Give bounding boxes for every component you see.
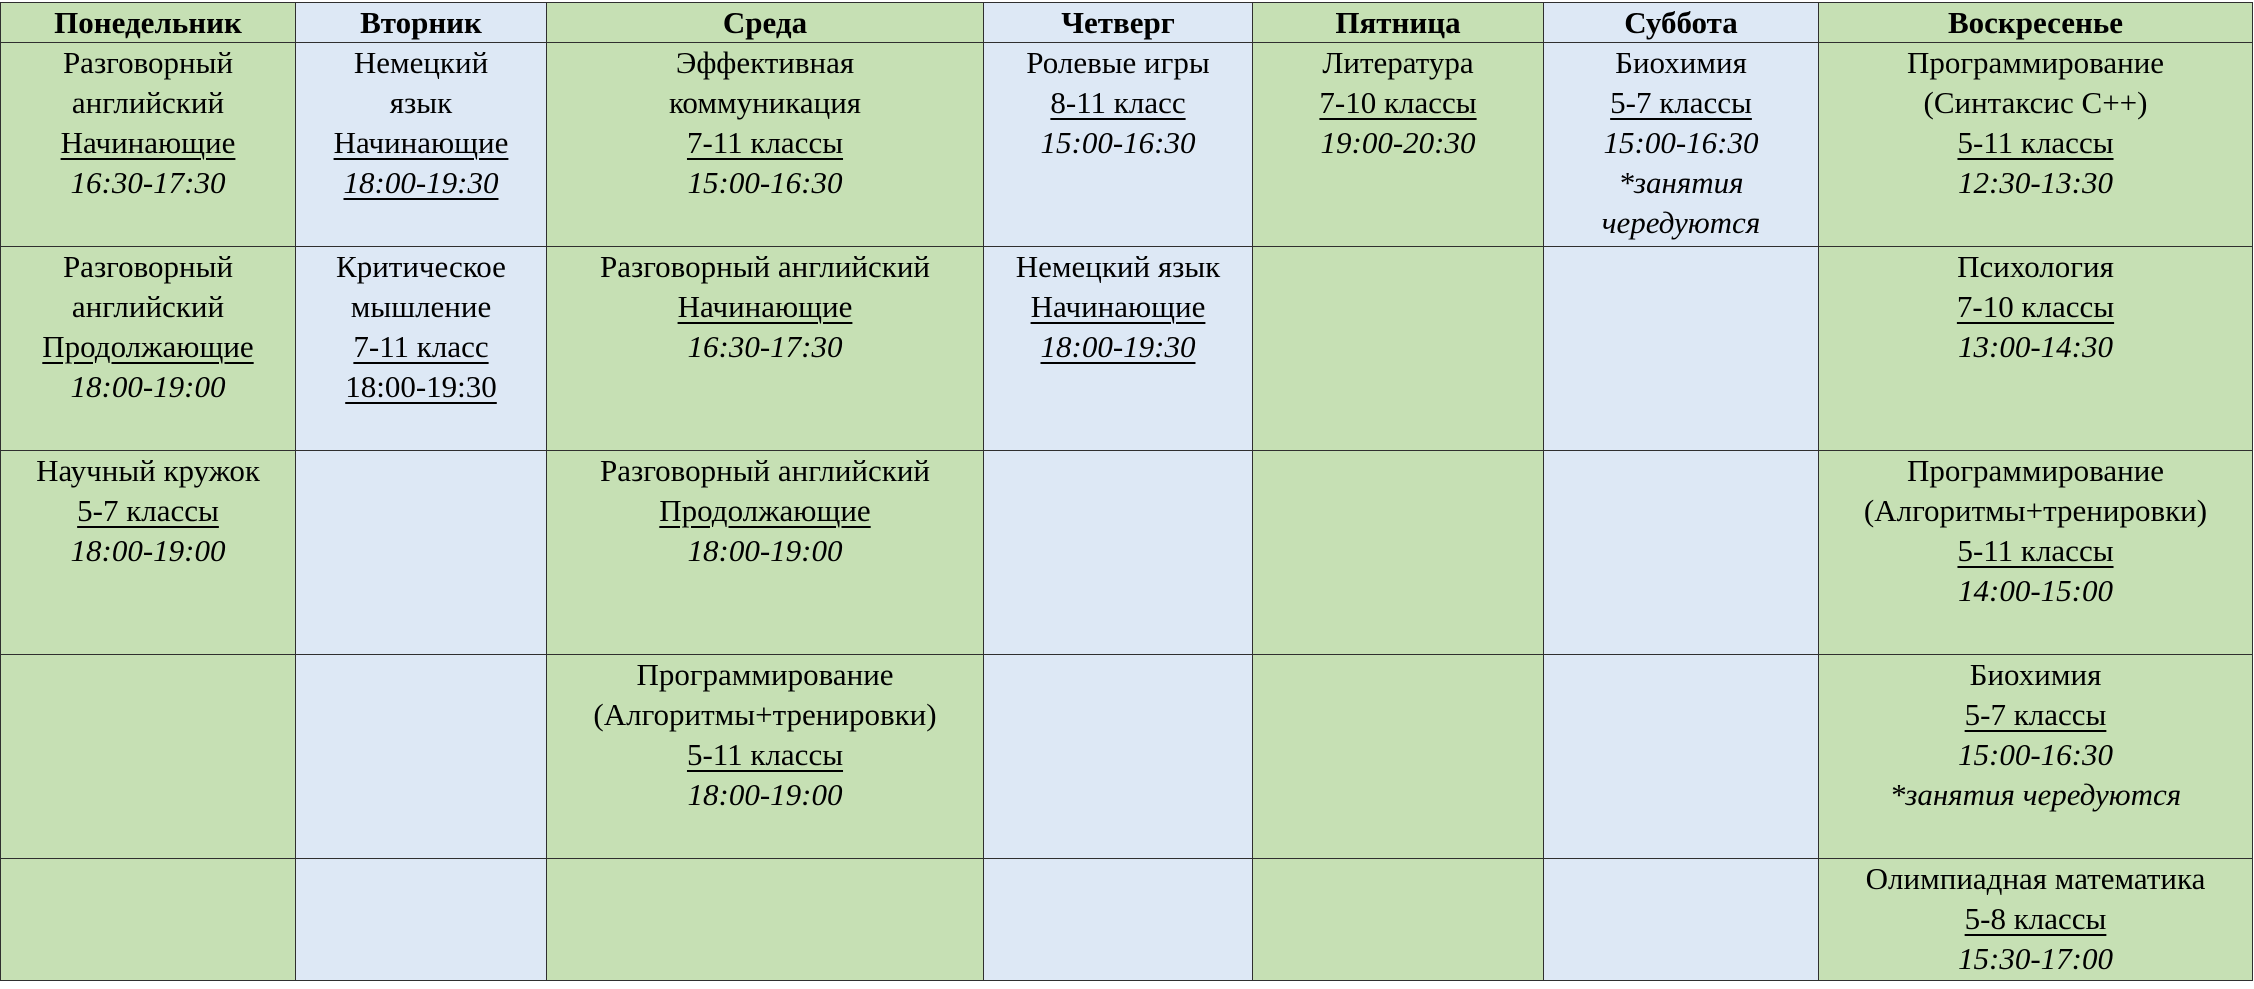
class-cell-wednesday: [547, 655, 984, 859]
class-cell-thursday: [984, 655, 1253, 859]
class-time: 18:00-19:30: [1040, 329, 1196, 364]
class-cell-wednesday: [547, 451, 984, 655]
class-grade: 5-8 классы: [1964, 901, 2107, 936]
schedule-row: [1, 43, 2253, 247]
class-grade: 5-7 классы: [1964, 697, 2107, 732]
class-cell-thursday: [984, 247, 1253, 451]
class-time: 16:30-17:30: [70, 165, 226, 200]
class-title: Ролевые игры: [1026, 45, 1210, 80]
class-time: 15:00-16:30: [1603, 125, 1759, 160]
class-cell-thursday: [984, 859, 1253, 981]
class-cell-wednesday: [547, 859, 984, 981]
class-grade: Начинающие: [60, 125, 236, 160]
class-cell-friday: [1253, 43, 1544, 247]
class-cell-tuesday: [296, 655, 547, 859]
schedule-row: [1, 451, 2253, 655]
class-title: Биохимия: [1615, 45, 1747, 80]
weekly-schedule-table: [0, 2, 2253, 981]
class-title: Олимпиадная математика: [1865, 861, 2206, 896]
class-time: 18:00-19:00: [687, 777, 843, 812]
class-grade: 18:00-19:30: [345, 369, 497, 404]
day-header-friday: Пятница: [1253, 3, 1544, 43]
day-header-tuesday: Вторник: [296, 3, 547, 43]
class-grade: Продолжающие: [659, 493, 871, 528]
class-title: Литература: [1322, 45, 1474, 80]
class-title: Критическое: [336, 249, 506, 284]
class-grade: Начинающие: [333, 125, 509, 160]
class-time: 13:00-14:30: [1958, 329, 2113, 364]
class-line: (Алгоритмы+тренировки): [593, 697, 937, 732]
class-grade: 7-10 классы: [1956, 289, 2115, 324]
class-time: 12:30-13:30: [1958, 165, 2113, 200]
schedule-row: [1, 859, 2253, 981]
class-cell-monday: [1, 859, 296, 981]
class-title: Программирование: [636, 657, 894, 692]
class-grade: 7-11 класс: [353, 329, 489, 364]
class-cell-monday: [1, 43, 296, 247]
class-cell-friday: [1253, 655, 1544, 859]
day-header-saturday: Суббота: [1544, 3, 1819, 43]
day-header-thursday: Четверг: [984, 3, 1253, 43]
class-time: 15:00-16:30: [1958, 737, 2113, 772]
class-time: 14:00-15:00: [1958, 573, 2113, 608]
class-cell-sunday: [1819, 451, 2253, 655]
class-cell-wednesday: [547, 43, 984, 247]
class-cell-monday: [1, 451, 296, 655]
class-cell-wednesday: [547, 247, 984, 451]
class-grade: 5-11 классы: [686, 737, 844, 772]
class-cell-friday: [1253, 451, 1544, 655]
class-time: 18:00-19:00: [687, 533, 843, 568]
class-grade: 5-7 классы: [77, 493, 219, 528]
class-grade: 5-11 классы: [1957, 125, 2114, 160]
class-title: Разговорный: [62, 249, 234, 284]
class-cell-tuesday: [296, 247, 547, 451]
class-title: Программирование: [1906, 453, 2165, 488]
class-cell-sunday: [1819, 655, 2253, 859]
class-cell-sunday: [1819, 247, 2253, 451]
class-grade: 5-11 классы: [1957, 533, 2114, 568]
class-cell-friday: [1253, 859, 1544, 981]
class-line: (Синтаксис С++): [1923, 85, 2148, 120]
header-row: [1, 3, 2253, 43]
class-time: 15:30-17:00: [1958, 941, 2113, 976]
class-grade: 7-11 классы: [686, 125, 844, 160]
class-grade: Начинающие: [1030, 289, 1206, 324]
class-cell-saturday: [1544, 451, 1819, 655]
class-time: 18:00-19:00: [70, 369, 226, 404]
class-cell-saturday: [1544, 247, 1819, 451]
class-cell-saturday: [1544, 43, 1819, 247]
class-line: английский: [71, 289, 225, 324]
class-time: чередуются: [1601, 205, 1761, 240]
day-header-monday: Понедельник: [1, 3, 296, 43]
class-cell-tuesday: [296, 859, 547, 981]
class-time: *занятия: [1618, 165, 1744, 200]
class-title: Немецкий язык: [1015, 249, 1221, 284]
class-line: мышление: [350, 289, 492, 324]
class-title: Психология: [1957, 249, 2114, 284]
class-cell-tuesday: [296, 451, 547, 655]
class-line: язык: [389, 85, 453, 120]
class-cell-sunday: [1819, 859, 2253, 981]
class-grade: 5-7 классы: [1610, 85, 1752, 120]
schedule-body: [1, 43, 2253, 981]
class-cell-monday: [1, 247, 296, 451]
class-cell-thursday: [984, 451, 1253, 655]
schedule-row: [1, 247, 2253, 451]
class-grade: 8-11 класс: [1050, 85, 1186, 120]
day-header-wednesday: Среда: [547, 3, 984, 43]
class-cell-saturday: [1544, 859, 1819, 981]
class-time: *занятия чередуются: [1889, 777, 2182, 812]
class-grade: Продолжающие: [42, 329, 254, 364]
class-line: английский: [71, 85, 225, 120]
class-line: (Алгоритмы+тренировки): [1863, 493, 2208, 528]
class-time: 19:00-20:30: [1320, 125, 1476, 160]
class-title: Эффективная: [675, 45, 855, 80]
class-cell-saturday: [1544, 655, 1819, 859]
day-header-sunday: Воскресенье: [1819, 3, 2253, 43]
class-title: Разговорный: [62, 45, 234, 80]
class-cell-tuesday: [296, 43, 547, 247]
class-title: Разговорный английский: [599, 453, 930, 488]
class-cell-monday: [1, 655, 296, 859]
class-cell-friday: [1253, 247, 1544, 451]
class-cell-thursday: [984, 43, 1253, 247]
class-grade: Начинающие: [677, 289, 853, 324]
schedule-row: [1, 655, 2253, 859]
class-title: Научный кружок: [36, 453, 260, 488]
class-title: Немецкий: [353, 45, 489, 80]
class-time: 16:30-17:30: [687, 329, 843, 364]
class-time: 15:00-16:30: [1040, 125, 1196, 160]
class-cell-sunday: [1819, 43, 2253, 247]
class-time: 15:00-16:30: [687, 165, 843, 200]
class-grade: 7-10 классы: [1319, 85, 1477, 120]
class-title: Биохимия: [1969, 657, 2102, 692]
class-line: коммуникация: [668, 85, 862, 120]
class-time: 18:00-19:30: [343, 165, 499, 200]
class-time: 18:00-19:00: [70, 533, 226, 568]
class-title: Разговорный английский: [599, 249, 930, 284]
class-title: Программирование: [1906, 45, 2165, 80]
